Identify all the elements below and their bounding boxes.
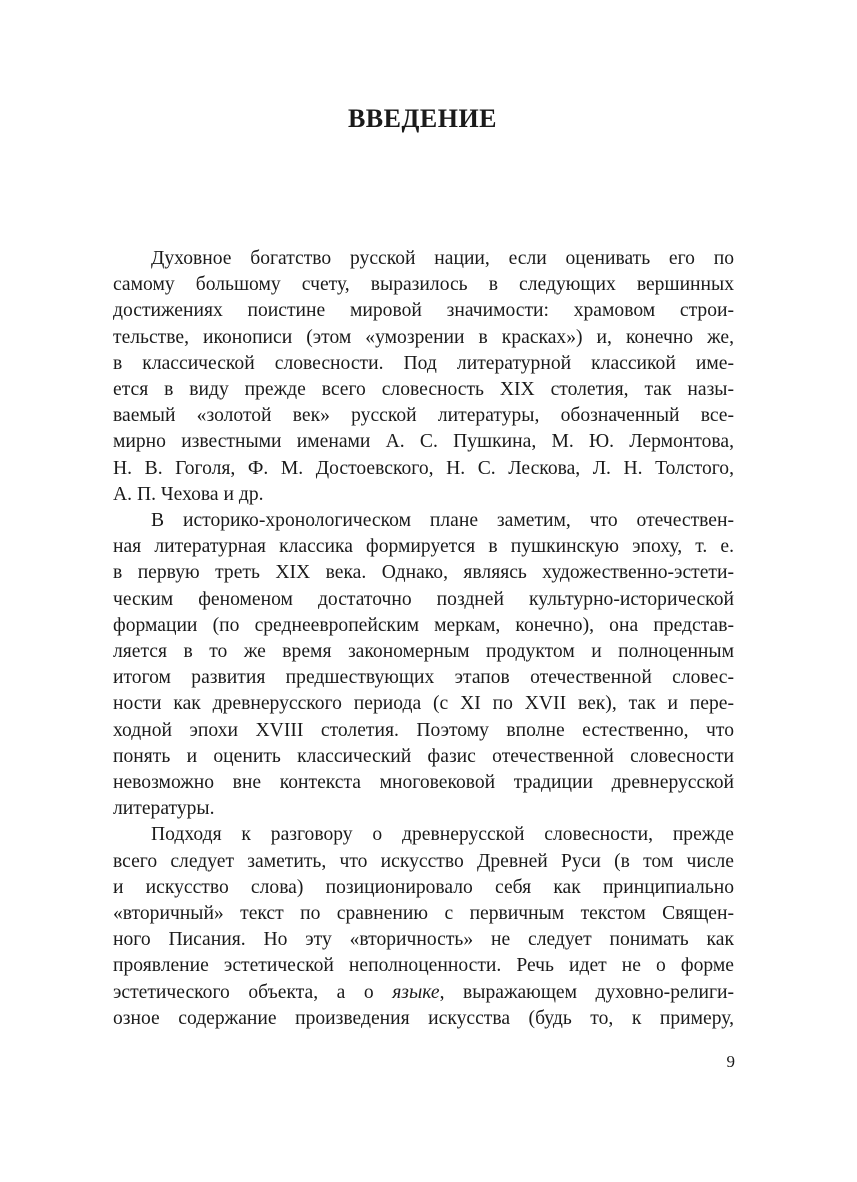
text-run: эстетического объекта, а о (113, 981, 393, 1003)
italic-term: языке (392, 981, 440, 1003)
body-text (113, 246, 734, 1032)
text-line: ваемый «золотой век» русской литературы, обозначенный все- (113, 405, 734, 427)
page-title: ВВЕДЕНИЕ (347, 104, 498, 133)
text-line: достижениях поистине мировой значимости: храмовом строи- (113, 300, 734, 322)
text-line-with-italic (113, 980, 734, 1006)
text-line: мирно известными именами А. С. Пушкина, М. Ю. Лермонтова, (113, 431, 734, 453)
text-line: Н. В. Гоголя, Ф. М. Достоевского, Н. С. Лескова, Л. Н. Толстого, (113, 457, 734, 479)
text-line: всего следует заметить, что искусство Древней Руси (в том числе (113, 850, 734, 872)
text-line: озное содержание произведения искусства (будь то, к примеру, (113, 1007, 734, 1029)
text-line: в первую треть XIX века. Однако, являясь художественно-эстети- (113, 562, 734, 584)
text-line: ется в виду прежде всего словесность XIX столетия, так назы- (113, 379, 734, 401)
text-line: ная литературная классика формируется в пушкинскую эпоху, т. е. (113, 536, 734, 558)
text-line: и искусство слова) позиционировало себя как принципиально (113, 876, 734, 898)
text-line: литературы. (113, 798, 215, 820)
text-line: «вторичный» текст по сравнению с первичным текстом Священ- (113, 903, 734, 925)
text-line: ходной эпохи XVIII столетия. Поэтому вполне естественно, что (113, 719, 734, 741)
text-line: тельстве, иконописи (этом «умозрении в красках») и, конечно же, (113, 326, 734, 348)
text-line: ляется в то же время закономерным продуктом и полноценным (113, 641, 734, 663)
text-line: В историко-хронологическом плане заметим, что отечествен- (151, 510, 734, 532)
text-run: , выражающем духовно-религи- (439, 981, 735, 1003)
text-line: А. П. Чехова и др. (113, 483, 264, 505)
text-line: в классической словесности. Под литературной классикой име- (113, 352, 734, 374)
text-line: формации (по среднеевропейским меркам, конечно), она представ- (113, 614, 734, 636)
page-number: 9 (726, 1052, 735, 1071)
text-line: ного Писания. Но эту «вторичность» не следует понимать как (113, 929, 734, 951)
paragraph-2 (113, 508, 734, 822)
text-line: итогом развития предшествующих этапов отечественной словес- (113, 667, 734, 689)
paragraph-1 (113, 246, 734, 508)
text-line: самому большому счету, выразилось в следующих вершинных (113, 274, 734, 296)
text-line: понять и оценить классический фазис отечественной словесности (113, 745, 734, 767)
text-line: ности как древнерусского периода (с XI по XVII век), так и пере- (113, 693, 734, 715)
paragraph-3 (113, 822, 734, 1032)
text-line: проявление эстетической неполноценности. Речь идет не о форме (113, 955, 734, 977)
text-line: Подходя к разговору о древнерусской словесности, прежде (151, 824, 734, 846)
text-line: ческим феноменом достаточно поздней культурно-исторической (113, 588, 734, 610)
text-line: Духовное богатство русской нации, если оценивать его по (151, 248, 734, 269)
text-line: невозможно вне контекста многовековой традиции древнерусской (113, 772, 734, 794)
